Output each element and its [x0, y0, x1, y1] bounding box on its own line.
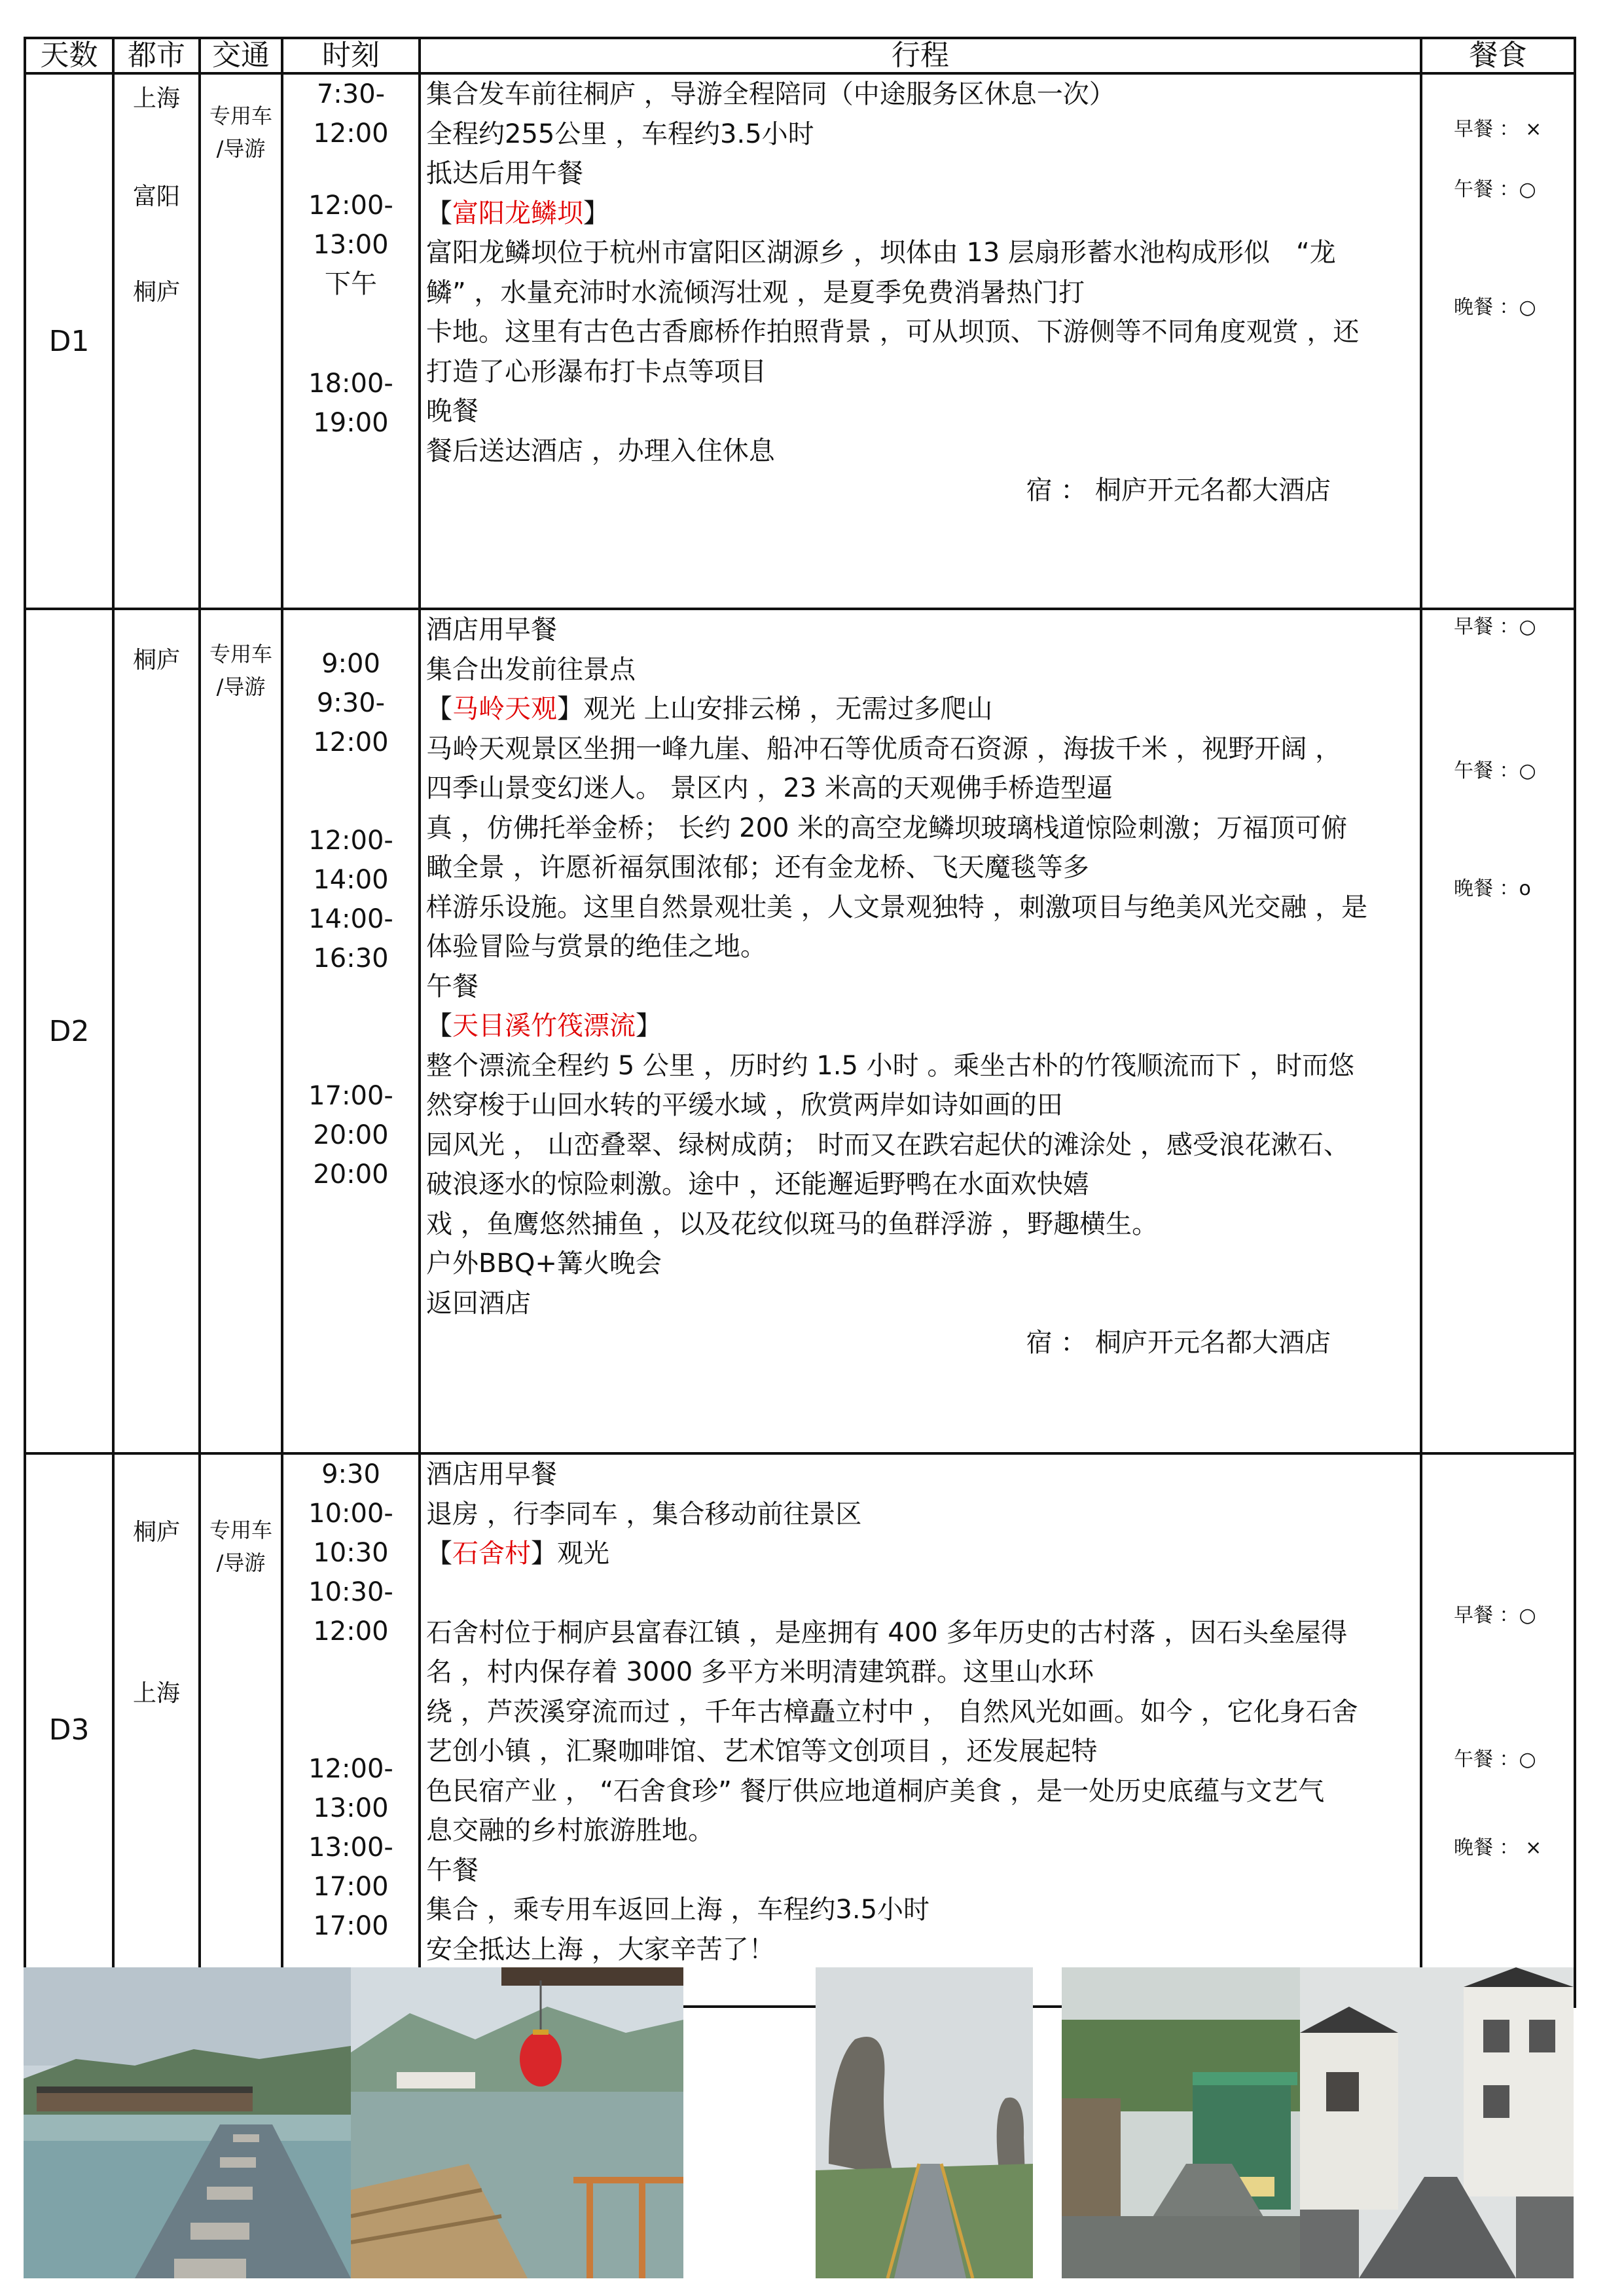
attraction-name: 富阳龙鳞坝: [452, 198, 583, 228]
line: 集合 ，乘专用车返回上海 ，车程约3.5小时: [426, 1895, 930, 1925]
time: 13:00: [313, 230, 389, 260]
time-cell: [282, 609, 420, 1453]
time: 12:00-: [308, 191, 393, 221]
line: 午餐: [426, 1855, 478, 1886]
village-cafe-photo: [1062, 1967, 1300, 2278]
line: 全程约255公里 ，车程约3.5小时: [426, 118, 814, 149]
raft-river-photo: [351, 1967, 683, 2278]
line: 马岭天观景区坐拥一峰九崖、船冲石等优质奇石资源 ，海拔千米 ，视野开阔 ，: [426, 733, 1342, 764]
line: 体验冒险与赏景的绝佳之地。: [426, 932, 767, 962]
city-cell: [113, 73, 200, 609]
time: 17:00: [313, 1872, 389, 1902]
meal-cell: [1421, 73, 1575, 609]
time: 12:00: [313, 1616, 389, 1647]
itinerary-cell: [420, 1453, 1421, 2007]
time: 13:00: [313, 1793, 389, 1823]
line: 安全抵达上海 ，大家辛苦了！: [426, 1934, 775, 1965]
line: 富阳龙鳞坝位于杭州市富阳区湖源乡 ，坝体由 13 层扇形蓄水池构成形似 “龙: [426, 238, 1336, 268]
day-row-d3: [25, 1453, 1575, 2007]
time-cell: [282, 1453, 420, 2007]
meal-breakfast: 早餐 ：○: [1454, 1604, 1536, 1627]
line: 午餐: [426, 971, 478, 1002]
header-itinerary: 行程: [420, 38, 1421, 73]
time: 下午: [325, 269, 377, 299]
attraction-note: 观光 上山安排云梯 ，无需过多爬山: [583, 694, 993, 724]
line: 四季山景变幻迷人。 景区内 ，23 米高的天观佛手桥造型逼: [426, 773, 1113, 803]
time: 9:30: [321, 1459, 380, 1489]
time: 14:00: [313, 865, 389, 895]
meal-breakfast: 早餐 ： ×: [1454, 118, 1542, 141]
line: 戏 ，鱼鹰悠然捕鱼 ，以及花纹似斑马的鱼群浮游 ，野趣横生。: [426, 1209, 1159, 1239]
time: 18:00-: [308, 369, 393, 399]
hotel-line: 宿 ： 桐庐开元名都大酒店: [1026, 475, 1331, 505]
attraction-title: 【石舍村】观光: [426, 1539, 609, 1569]
time: 12:00-: [308, 1754, 393, 1784]
time: 10:00-: [308, 1499, 393, 1529]
line: 然穿梭于山回水转的平缓水域 ，欣赏两岸如诗如画的田: [426, 1090, 1063, 1120]
city-cell: [113, 1453, 200, 2007]
city: 富阳: [132, 183, 180, 210]
old-village-lane-photo: [1300, 1967, 1574, 2278]
city-cell: [113, 609, 200, 1453]
transport-line: 专用车: [209, 103, 272, 128]
attraction-title: 【富阳龙鳞坝】: [426, 198, 609, 228]
header-time: 时刻: [282, 38, 420, 73]
day-row-d1: [25, 73, 1575, 609]
line: 退房 ，行李同车 ，集合移动前往景区: [426, 1499, 862, 1529]
hotel-line: 宿 ： 桐庐开元名都大酒店: [1026, 1328, 1331, 1358]
transport-cell: [200, 609, 282, 1453]
lake-bridge-photo: [24, 1967, 351, 2278]
line: 绕 ，芦茨溪穿流而过 ，千年古樟矗立村中 ， 自然风光如画。如今 ，它化身石舍: [426, 1696, 1358, 1727]
city: 上海: [132, 85, 180, 112]
time: 14:00-: [308, 904, 393, 934]
time: 13:00-: [308, 1832, 393, 1863]
time: 12:00: [313, 118, 389, 149]
line: 晚餐: [426, 396, 478, 426]
meal-lunch: 午餐 ：○: [1454, 178, 1536, 201]
line: 石舍村位于桐庐县富春江镇 ，是座拥有 400 多年历史的古村落 ，因石头垒屋得: [426, 1617, 1348, 1648]
line: 整个漂流全程约 5 公里 ，历时约 1.5 小时 。乘坐古朴的竹筏顺流而下 ，时而悠: [426, 1050, 1355, 1081]
meal-cell: [1421, 609, 1575, 1453]
meal-lunch: 午餐 ：○: [1454, 1748, 1536, 1771]
transport-line: /导游: [216, 674, 266, 699]
city: 桐庐: [132, 1519, 180, 1546]
time: 17:00: [313, 1911, 389, 1941]
day-row-d2: [25, 609, 1575, 1453]
line: 瞰全景 ，许愿祈福氛围浓郁；还有金龙桥、飞天魔毯等多: [426, 852, 1089, 883]
time: 12:00-: [308, 826, 393, 856]
attraction-note: 观光: [557, 1539, 609, 1569]
time: 19:00: [313, 408, 389, 438]
time: 9:30-: [316, 688, 386, 718]
header-row: [25, 38, 1575, 73]
line: 真 ，仿佛托举金桥； 长约 200 米的高空龙鳞坝玻璃栈道惊险刺激；万福顶可俯: [426, 812, 1348, 843]
line: 色民宿产业 ， “石舍食珍” 餐厅供应地道桐庐美食 ，是一处历史底蕴与文艺气: [426, 1776, 1325, 1806]
city: 上海: [132, 1680, 180, 1707]
time: 17:00-: [308, 1081, 393, 1111]
line: 园风光 ， 山峦叠翠、绿树成荫； 时而又在跌宕起伏的滩涂处 ，感受浪花漱石、: [426, 1129, 1350, 1160]
city: 桐庐: [132, 647, 180, 674]
line: 酒店用早餐: [426, 1459, 557, 1489]
header-transport: 交通: [200, 38, 282, 73]
itinerary-table: [24, 37, 1576, 2008]
transport-line: /导游: [216, 136, 266, 161]
meal-lunch: 午餐 ：○: [1454, 759, 1536, 782]
header-meals: 餐食: [1421, 38, 1575, 73]
mountain-walkway-photo: [816, 1967, 1033, 2278]
meal-dinner: 晚餐 ： ×: [1454, 1836, 1542, 1859]
line: 卡地。这里有古色古香廊桥作拍照背景 ，可从坝顶、下游侧等不同角度观赏 ，还: [426, 317, 1360, 347]
meal-dinner: 晚餐 ：○: [1454, 296, 1536, 319]
line: 破浪逐水的惊险刺激。途中 ，还能邂逅野鸭在水面欢快嬉: [426, 1169, 1089, 1199]
line: 抵达后用午餐: [426, 158, 583, 189]
header-city: 都市: [113, 38, 200, 73]
day-label: D1: [25, 73, 113, 609]
meal-dinner: 晚餐 ：o: [1454, 877, 1531, 900]
attraction-title: 【马岭天观】观光 上山安排云梯 ，无需过多爬山: [426, 694, 993, 724]
line: 鳞” ，水量充沛时水流倾泻壮观 ，是夏季免费消暑热门打: [426, 277, 1085, 308]
line: 餐后送达酒店 ，办理入住休息: [426, 435, 775, 466]
day-label: D3: [25, 1453, 113, 2007]
attraction-name: 石舍村: [452, 1539, 531, 1569]
line: 艺创小镇 ，汇聚咖啡馆、艺术馆等文创项目 ，还发展起特: [426, 1736, 1098, 1766]
time: 20:00: [313, 1159, 389, 1190]
attraction-name: 天目溪竹筏漂流: [452, 1011, 636, 1041]
time: 9:00: [321, 649, 380, 679]
time: 20:00: [313, 1120, 389, 1150]
line: 名 ，村内保存着 3000 多平方米明清建筑群。这里山水环: [426, 1657, 1094, 1687]
itinerary-cell: [420, 609, 1421, 1453]
meal-cell: [1421, 1453, 1575, 2007]
transport-line: 专用车: [209, 642, 272, 666]
time: 10:30-: [308, 1577, 393, 1607]
transport-cell: [200, 73, 282, 609]
time: 10:30: [313, 1538, 389, 1568]
line: 打造了心形瀑布打卡点等项目: [426, 356, 767, 387]
city: 桐庐: [132, 279, 180, 306]
transport-line: /导游: [216, 1550, 266, 1575]
time-cell: [282, 73, 420, 609]
line: 返回酒店: [426, 1288, 531, 1319]
meal-breakfast: 早餐 ：○: [1454, 615, 1536, 638]
line: 酒店用早餐: [426, 615, 557, 645]
transport-line: 专用车: [209, 1518, 272, 1542]
line: 集合出发前往景点: [426, 654, 636, 685]
time: 7:30-: [316, 79, 386, 109]
line: 息交融的乡村旅游胜地。: [426, 1815, 714, 1846]
day-label: D2: [25, 609, 113, 1453]
attraction-name: 马岭天观: [452, 694, 557, 724]
time: 12:00: [313, 727, 389, 757]
itinerary-cell: [420, 73, 1421, 609]
line: 集合发车前往桐庐 ，导游全程陪同（中途服务区休息一次）: [426, 79, 1115, 109]
time: 16:30: [313, 943, 389, 974]
line: 样游乐设施。这里自然景观壮美 ，人文景观独特 ，刺激项目与绝美风光交融 ，是: [426, 892, 1368, 922]
attraction-title: 【天目溪竹筏漂流】: [426, 1011, 662, 1041]
transport-cell: [200, 1453, 282, 2007]
header-day: 天数: [25, 38, 113, 73]
line: 户外BBQ+篝火晚会: [426, 1248, 662, 1279]
